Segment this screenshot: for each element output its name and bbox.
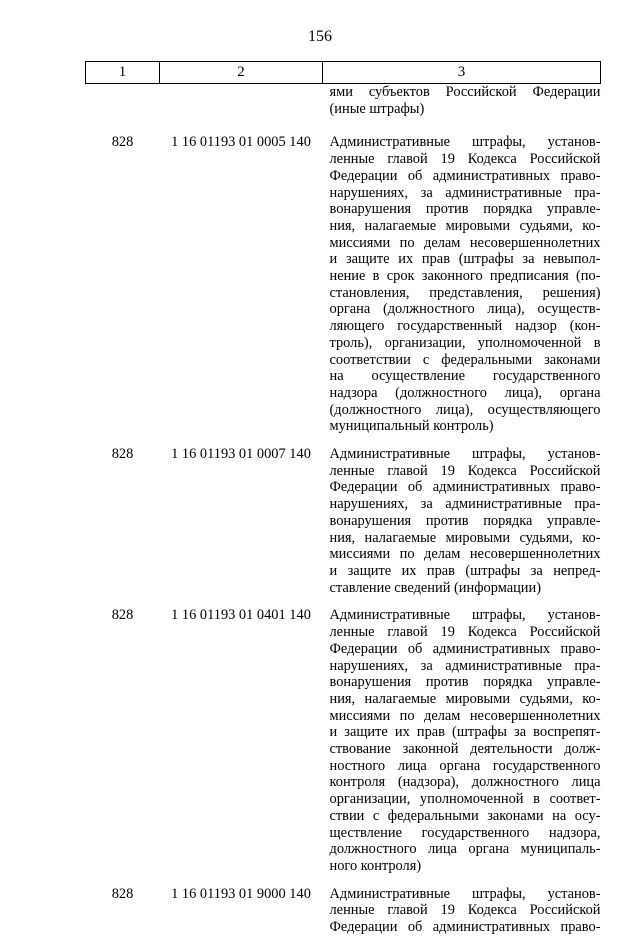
table-row xyxy=(86,604,601,874)
description-line: Административные штрафы, установ- xyxy=(329,607,601,624)
description-line: ствии с федеральными законами на осу- xyxy=(329,807,601,824)
description-line: Административные штрафы, установ- xyxy=(329,446,601,463)
description-line: ставление сведений (информации) xyxy=(329,579,541,596)
income-description-cell xyxy=(323,604,601,874)
description-line: (должностного лица), осуществляющего xyxy=(329,401,601,418)
description-line: на осуществление государственного xyxy=(329,368,601,385)
admin-code-cell: 828 xyxy=(111,446,134,463)
description-line: миссиями по делам несовершеннолетних xyxy=(329,234,601,251)
row-spacer xyxy=(86,117,601,131)
description-line: миссиями по делам несовершеннолетних xyxy=(329,707,601,724)
description-line: становления, представления, решения) xyxy=(329,284,601,301)
budget-classification-code-cell: 1 16 01193 01 0401 140 xyxy=(171,607,311,624)
description-line: соответствии с федеральными законами xyxy=(329,351,601,368)
description-line: органа (должностного лица), осуществ- xyxy=(329,301,601,318)
income-description-cell xyxy=(323,84,601,118)
income-description-cell xyxy=(323,131,601,435)
description-line: нарушениях, за административные пра- xyxy=(329,657,601,674)
description-line: вонарушения против порядка управле- xyxy=(329,512,601,529)
description-line: Административные штрафы, установ- xyxy=(329,134,601,151)
description-line: троль), организации, уполномоченной в xyxy=(329,334,601,351)
description-line: вонарушения против порядка управле- xyxy=(329,201,601,218)
description-line: Федерации об административных право- xyxy=(329,640,601,657)
table-row xyxy=(86,443,601,596)
description-line: контроля (надзора), должностного лица xyxy=(329,774,601,791)
description-line: ния, налагаемые мировыми судьями, ко- xyxy=(329,529,601,546)
description-line: муниципальный контроль) xyxy=(329,418,494,435)
description-line: ленные главой 19 Кодекса Российской xyxy=(329,151,601,168)
row-spacer-cell xyxy=(86,875,601,883)
column-header-1: 1 xyxy=(86,62,160,84)
description-line: ями субъектов Российской Федерации xyxy=(329,84,601,100)
admin-code-cell: 828 xyxy=(111,134,134,151)
description-line: Административные штрафы, установ- xyxy=(329,885,601,902)
description-line: ленные главой 19 Кодекса Российской xyxy=(329,624,601,641)
description-line: нарушениях, за административные пра- xyxy=(329,496,601,513)
description-line: Федерации об административных право- xyxy=(329,479,601,496)
description-line: ществление государственного надзора, xyxy=(329,824,601,841)
description-line: нение в срок законного предписания (по- xyxy=(329,268,601,285)
description-line: и защите их прав (штрафы за воспрепят- xyxy=(329,724,601,741)
table-row xyxy=(86,84,601,118)
description-line: надзора (должностного лица), органа xyxy=(329,384,601,401)
budget-classification-code-cell: 1 16 01193 01 9000 140 xyxy=(171,885,311,902)
description-line: вонарушения против порядка управле- xyxy=(329,674,601,691)
description-line: (иные штрафы) xyxy=(329,100,425,117)
row-spacer xyxy=(86,435,601,443)
admin-code-cell: 828 xyxy=(111,607,134,624)
income-description-cell xyxy=(323,443,601,596)
table-body xyxy=(86,84,601,936)
description-line: Федерации об административных право- xyxy=(329,919,601,936)
table-row xyxy=(86,131,601,435)
column-header-3: 3 xyxy=(323,62,601,84)
income-description-cell xyxy=(323,883,601,936)
description-line: ния, налагаемые мировыми судьями, ко- xyxy=(329,217,601,234)
admin-code-cell: 828 xyxy=(111,885,134,902)
description-line: ляющего государственный надзор (кон- xyxy=(329,318,601,335)
budget-code-table xyxy=(85,61,601,936)
description-line: ния, налагаемые мировыми судьями, ко- xyxy=(329,690,601,707)
description-line: нарушениях, за административные пра- xyxy=(329,184,601,201)
row-spacer-cell xyxy=(86,596,601,604)
column-header-2: 2 xyxy=(160,62,323,84)
description-line: и защите их прав (штрафы за невыпол- xyxy=(329,251,601,268)
description-line: организации, уполномоченной в соответ- xyxy=(329,791,601,808)
description-line: и защите их прав (штрафы за непред- xyxy=(329,562,601,579)
description-line: должностного лица органа муниципаль- xyxy=(329,841,601,858)
description-line: ного контроля) xyxy=(329,857,422,874)
table-header-row xyxy=(86,62,601,84)
row-spacer-cell xyxy=(86,117,601,131)
description-line: Федерации об административных право- xyxy=(329,167,601,184)
row-spacer-cell xyxy=(86,435,601,443)
description-line: ствование законной деятельности долж- xyxy=(329,741,601,758)
description-line: ленные главой 19 Кодекса Российской xyxy=(329,462,601,479)
budget-classification-code-cell xyxy=(160,84,323,118)
description-line: ленные главой 19 Кодекса Российской xyxy=(329,902,601,919)
description-line: ностного лица органа государственного xyxy=(329,757,601,774)
description-line: миссиями по делам несовершеннолетних xyxy=(329,546,601,563)
row-spacer xyxy=(86,596,601,604)
budget-classification-code-cell: 1 16 01193 01 0007 140 xyxy=(171,446,311,463)
table-row xyxy=(86,883,601,936)
row-spacer xyxy=(86,875,601,883)
page-number: 156 xyxy=(308,28,332,45)
admin-code-cell xyxy=(86,84,160,118)
budget-classification-code-cell: 1 16 01193 01 0005 140 xyxy=(171,134,311,151)
